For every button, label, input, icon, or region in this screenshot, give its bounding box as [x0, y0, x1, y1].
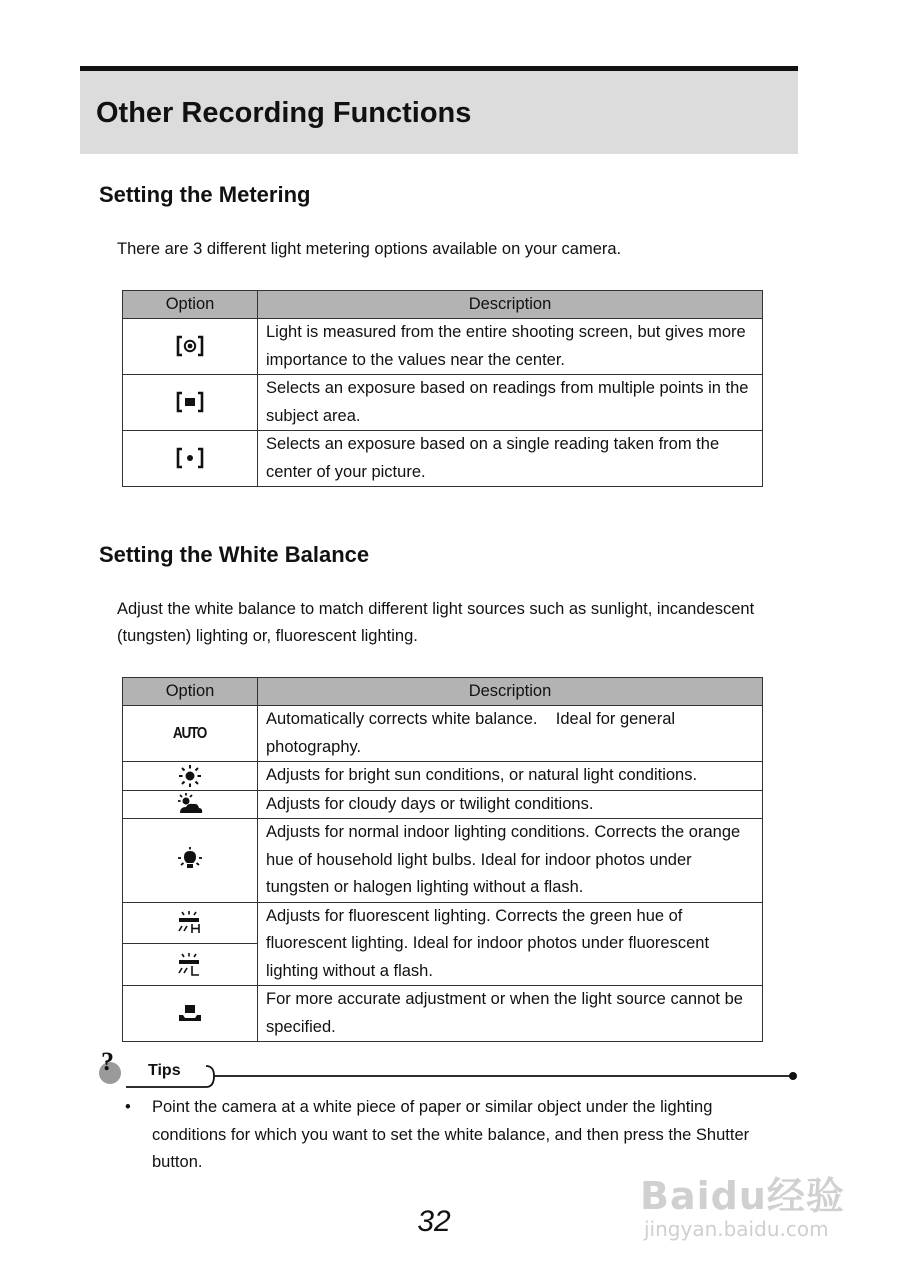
description-cell: Light is measured from the entire shooting screen, but gives more importance to the values near the center. — [258, 319, 763, 375]
option-cell — [123, 706, 258, 762]
column-header-option: Option — [123, 678, 258, 706]
table-row — [123, 986, 763, 1042]
metering-heading: Setting the Metering — [99, 182, 311, 207]
auto-wb-icon: AUTO — [173, 724, 207, 742]
white-balance-intro: Adjust the white balance to match different light sources such as sunlight, incandescent (tungsten) lighting or, fluorescent lighting. — [117, 600, 755, 645]
section-header — [80, 66, 798, 154]
column-header-description: Description — [258, 291, 763, 319]
metering-table — [122, 290, 763, 487]
option-cell — [123, 986, 258, 1042]
option-cell — [123, 819, 258, 903]
option-cell — [123, 375, 258, 431]
custom-wb-icon — [176, 1004, 204, 1022]
table-row — [123, 762, 763, 791]
table-row — [123, 375, 763, 431]
cloudy-icon — [176, 795, 204, 813]
description-cell: Adjusts for cloudy days or twilight conditions. — [258, 790, 763, 819]
table-header-row — [123, 678, 763, 706]
watermark-brand: Baidu经验 — [640, 1174, 845, 1218]
tips-label: Tips — [148, 1062, 181, 1079]
table-row — [123, 319, 763, 375]
table-row — [123, 819, 763, 903]
table-row — [123, 790, 763, 819]
page-number: 32 — [417, 1205, 451, 1238]
option-cell — [123, 431, 258, 487]
description-cell: Adjusts for bright sun conditions, or natural light conditions. — [258, 762, 763, 791]
table-row — [123, 431, 763, 487]
multi-metering-icon — [175, 393, 205, 411]
description-cell: For more accurate adjustment or when the light source cannot be specified. — [258, 986, 763, 1042]
white-balance-heading: Setting the White Balance — [99, 542, 370, 567]
table-row — [123, 902, 763, 944]
question-mark-icon — [98, 1050, 124, 1086]
description-cell: Selects an exposure based on readings from multiple points in the subject area. — [258, 375, 763, 431]
option-cell — [123, 944, 258, 986]
baidu-watermark — [640, 1145, 855, 1255]
option-cell — [123, 319, 258, 375]
white-balance-table — [122, 677, 763, 1042]
option-cell — [123, 762, 258, 791]
tips-divider — [98, 1050, 800, 1090]
fluorescent-l-icon — [176, 955, 204, 973]
svg-text:?: ? — [101, 1050, 114, 1076]
page-title: Other Recording Functions — [96, 97, 472, 129]
tungsten-icon — [176, 851, 204, 869]
description-cell: Adjusts for fluorescent lighting. Corrects the green hue of fluorescent lighting. Ideal for indoor photos under fluorescent lighting without a flash. — [258, 902, 763, 986]
table-header-row — [123, 291, 763, 319]
watermark-url: jingyan.baidu.com — [644, 1217, 829, 1241]
fluorescent-h-icon — [176, 913, 204, 931]
description-cell: Automatically corrects white balance. Ideal for general photography. — [258, 706, 763, 762]
column-header-description: Description — [258, 678, 763, 706]
description-cell: Selects an exposure based on a single reading taken from the center of your picture. — [258, 431, 763, 487]
metering-intro: There are 3 different light metering options available on your camera. — [117, 240, 622, 258]
option-cell — [123, 790, 258, 819]
option-cell — [123, 902, 258, 944]
description-cell: Adjusts for normal indoor lighting conditions. Corrects the orange hue of household light bulbs. Ideal for indoor photos under tungsten or halogen lighting without a flash. — [258, 819, 763, 903]
table-row — [123, 706, 763, 762]
list-item: • Point the camera at a white piece of paper or similar object under the lighting conditions for which you want to set the white balance, and then press the Shutter button. — [122, 1094, 762, 1177]
spot-metering-icon — [175, 449, 205, 467]
tips-header — [98, 1050, 800, 1090]
column-header-option: Option — [123, 291, 258, 319]
center-weighted-metering-icon — [175, 337, 205, 355]
daylight-icon — [177, 766, 203, 784]
